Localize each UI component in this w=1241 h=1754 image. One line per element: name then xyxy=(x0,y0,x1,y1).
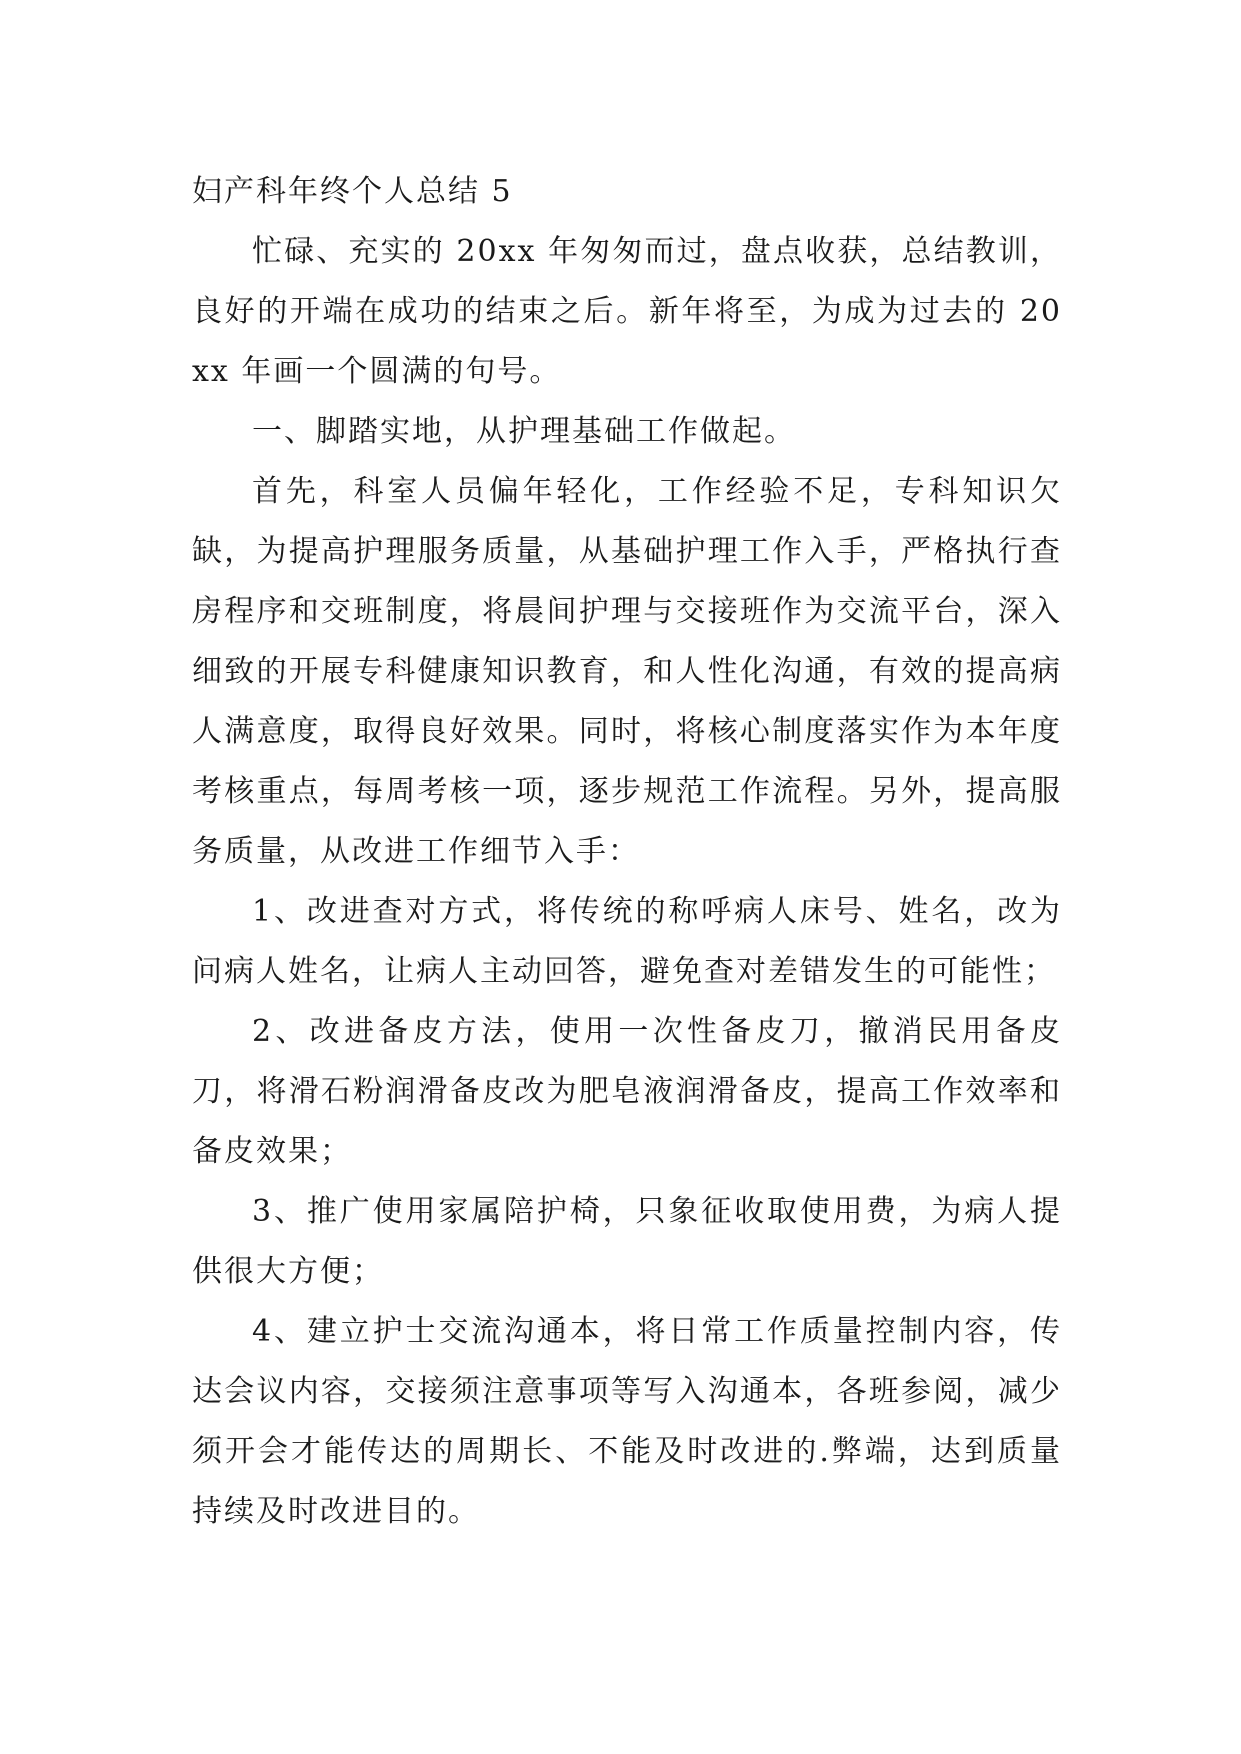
list-item-4: 4、建立护士交流沟通本，将日常工作质量控制内容，传达会议内容，交接须注意事项等写入沟通本，各班参阅，减少须开会才能传达的周期长、不能及时改进的.弊端，达到质量持续及时改进目的。 xyxy=(192,1314,1062,1529)
list-item-3: 3、推广使用家属陪护椅，只象征收取使用费，为病人提供很大方便； xyxy=(192,1194,1062,1289)
document-page xyxy=(192,162,1062,1542)
paragraph-intro: 忙碌、充实的 20xx 年匆匆而过，盘点收获，总结教训，良好的开端在成功的结束之后。新年将至，为成为过去的 20xx 年画一个圆满的句号。 xyxy=(192,234,1062,389)
document-title: 妇产科年终个人总结 5 xyxy=(192,174,513,209)
list-item-1: 1、改进查对方式，将传统的称呼病人床号、姓名，改为问病人姓名，让病人主动回答，避免查对差错发生的可能性； xyxy=(192,894,1062,989)
paragraph-body: 首先，科室人员偏年轻化，工作经验不足，专科知识欠缺，为提高护理服务质量，从基础护理工作入手，严格执行查房程序和交班制度，将晨间护理与交接班作为交流平台，深入细致的开展专科健康知识教育，和人性化沟通，有效的提高病人满意度，取得良好效果。同时，将核心制度落实作为本年度考核重点，每周考核一项，逐步规范工作流程。另外，提高服务质量，从改进工作细节入手： xyxy=(192,474,1062,869)
paragraph-section-heading: 一、脚踏实地，从护理基础工作做起。 xyxy=(252,414,796,449)
list-item-2: 2、改进备皮方法，使用一次性备皮刀，撤消民用备皮刀，将滑石粉润滑备皮改为肥皂液润滑备皮，提高工作效率和备皮效果； xyxy=(192,1014,1062,1169)
